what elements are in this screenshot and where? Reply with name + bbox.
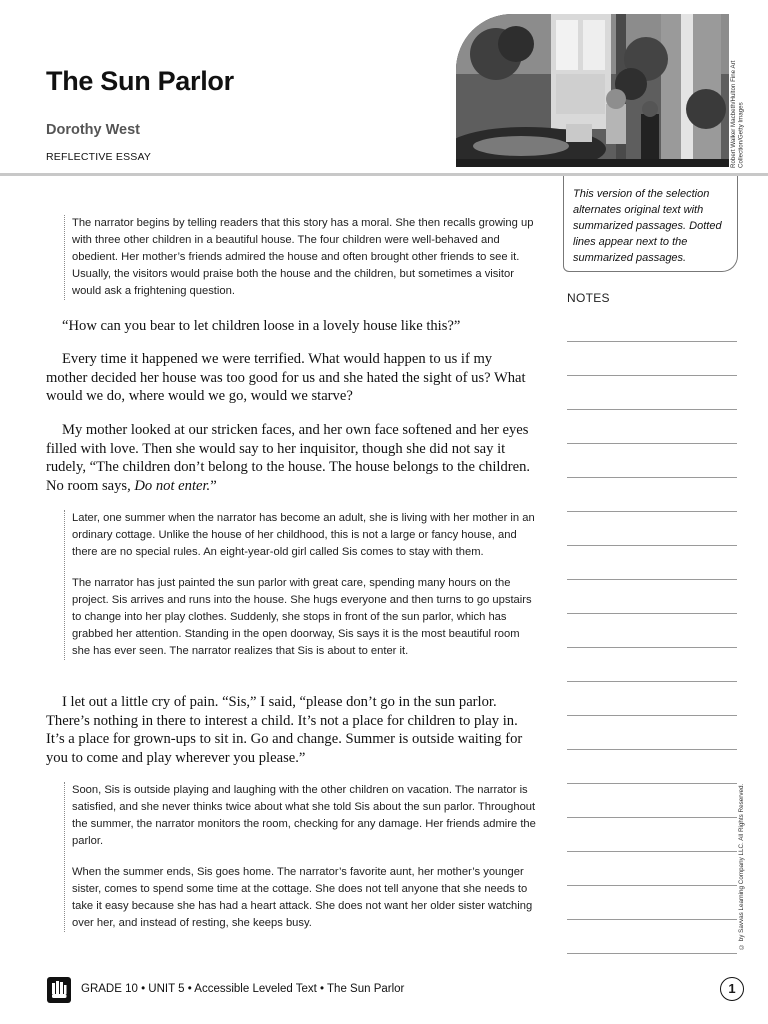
original-paragraph-4: I let out a little cry of pain. “Sis,” I said, “please don’t go in the sun parlor. There’s nothing in there to interest a child. It’s not a place for children to play in. It’s a place for grown-ups to sit in. Go and change. Summer is outside waiting for you to come and play wherever you please.” xyxy=(46,694,523,766)
note-line xyxy=(567,920,737,954)
note-line xyxy=(567,682,737,716)
note-line xyxy=(567,614,737,648)
original-paragraph-1: “How can you bear to let children loose in a lovely house like this?” xyxy=(62,318,461,334)
selection-note-box: This version of the selection alternates original text with summarized passages. Dotted lines appear next to the summarized passages. xyxy=(563,176,738,272)
note-line xyxy=(567,478,737,512)
note-line xyxy=(567,410,737,444)
page-title: The Sun Parlor xyxy=(46,66,234,96)
genre-label: REFLECTIVE ESSAY xyxy=(46,151,152,163)
photo-credit: Robert Walker Macbeth/Hulton Fine Art Collection/Getty Images xyxy=(730,60,745,168)
summary-paragraph: Soon, Sis is outside playing and laughing with the other children on vacation. The narrator is satisfied, and she never thinks twice about what she told Sis about the sun parlor. Throughout the summer, the narrator monitors the room, checking for any damage. Her friends admire the parlor. xyxy=(72,784,536,847)
original-paragraph-3 xyxy=(46,421,536,495)
closing-quote: ” xyxy=(210,477,217,494)
sun-parlor-painting-image xyxy=(456,14,729,167)
note-line xyxy=(567,648,737,682)
copyright-notice: © by Savvas Learning Company LLC. All Rights Reserved. xyxy=(738,783,745,950)
summary-paragraph: When the summer ends, Sis goes home. The narrator’s favorite aunt, her mother’s younger sister, comes to spend some time at the cottage. She does not tell anyone that she needs to take it easy because she has had a heart attack. She does not want her older sister watching over her, and instead of resting, she keeps busy. xyxy=(72,866,533,929)
note-line xyxy=(567,580,737,614)
notes-lines xyxy=(567,308,737,954)
note-line xyxy=(567,886,737,920)
note-line xyxy=(567,818,737,852)
summary-passage-3 xyxy=(64,782,540,932)
summary-passage-1 xyxy=(64,215,540,300)
note-line xyxy=(567,512,737,546)
summary-passage-2 xyxy=(64,510,540,660)
note-line xyxy=(567,784,737,818)
publisher-logo-icon xyxy=(47,977,71,1003)
note-line xyxy=(567,376,737,410)
note-line xyxy=(567,852,737,886)
note-line xyxy=(567,342,737,376)
do-not-enter-italic: Do not enter. xyxy=(134,477,211,494)
original-paragraph-2: Every time it happened we were terrified. What would happen to us if my mother decided her house was too good for us and she hated the sight of us? What would we do, where would we go, would we starve? xyxy=(46,351,526,404)
note-line xyxy=(567,750,737,784)
header-photo xyxy=(456,14,729,167)
note-line xyxy=(567,444,737,478)
summary-paragraph: The narrator has just painted the sun parlor with great care, spending many hours on the project. Sis arrives and runs into the house. She hugs everyone and then turns to go upstairs to change into her play clothes. Suddenly, she stops in front of the sun parlor, which has grabbed her attention. Standing in the open doorway, Sis says it is the most beautiful room she has ever seen. The narrator realizes that Sis is about to enter it. xyxy=(72,577,532,657)
note-line xyxy=(567,546,737,580)
note-line xyxy=(567,716,737,750)
summary-paragraph: Later, one summer when the narrator has become an adult, she is living with her mother in an ordinary cottage. Unlike the house of her childhood, this is not a large or fancy house, and there are no special rules. An eight-year-old girl called Sis comes to stay with them. xyxy=(72,512,535,558)
notes-label: NOTES xyxy=(567,291,610,305)
footer-text: GRADE 10 • UNIT 5 • Accessible Leveled Text • The Sun Parlor xyxy=(81,983,405,995)
page-number: 1 xyxy=(720,977,744,1001)
note-line xyxy=(567,308,737,342)
summary-paragraph: The narrator begins by telling readers that this story has a moral. She then recalls growing up with three other children in a beautiful house. The four children were well-behaved and obedient. Her mother’s friends admired the house and often brought other friends to see it. Usually, the visitors would praise both the house and the children, but sometimes a visitor would ask a frightening question. xyxy=(72,217,534,297)
author-name: Dorothy West xyxy=(46,122,140,138)
original-paragraph-3-text: My mother looked at our stricken faces, and her own face softened and her eyes filled with love. Then she would say to her inquisitor, though she did not say it rudely, “The children don’t belong to the house. The house belongs to the children. No room says, xyxy=(46,422,531,494)
